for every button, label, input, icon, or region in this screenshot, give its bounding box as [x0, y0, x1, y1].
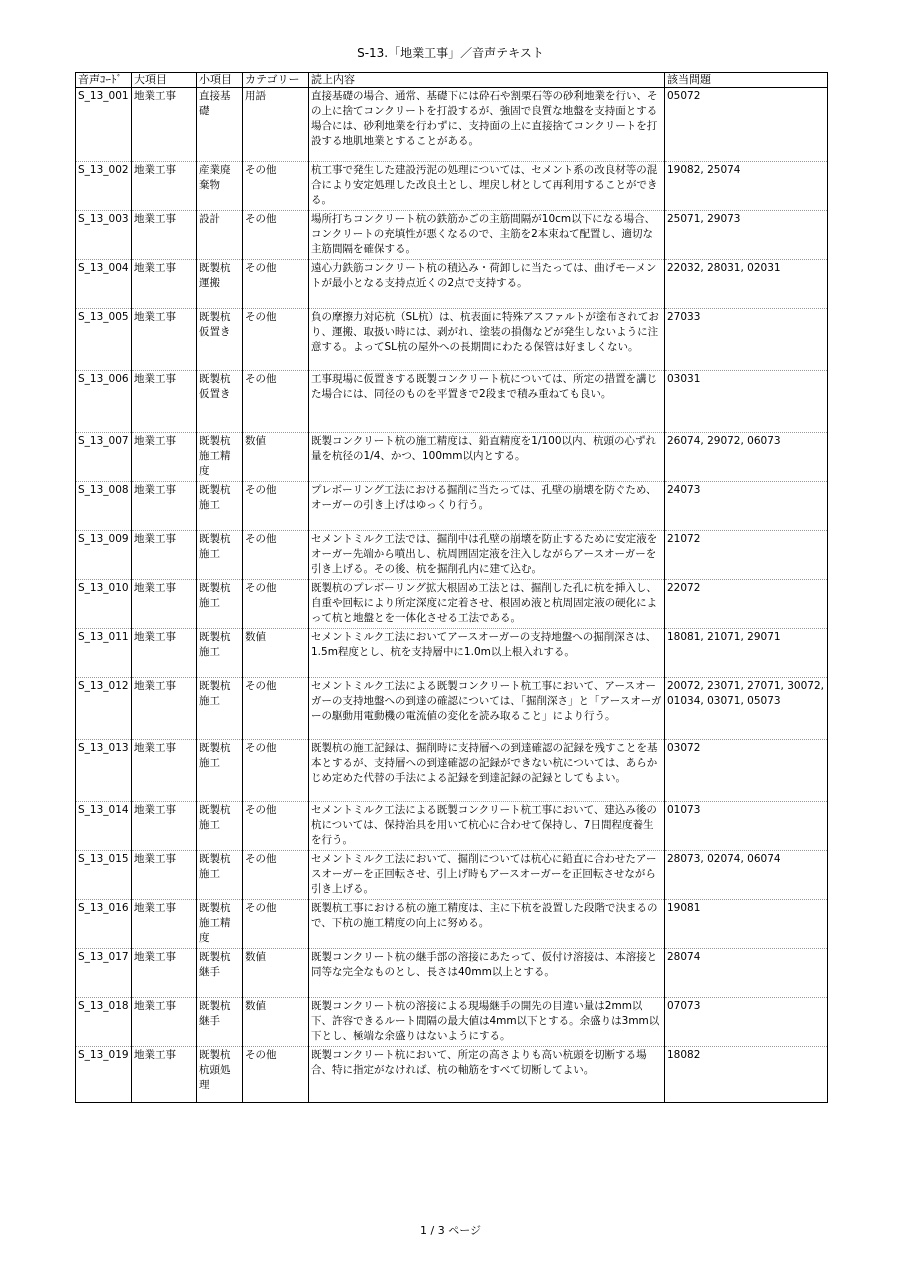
cell-code: S_13_009 — [76, 531, 132, 580]
cell-minor: 既製杭仮置き — [197, 309, 243, 371]
cell-content: 杭工事で発生した建設汚泥の処理については、セメント系の改良材等の混合により安定処理した改良土とし、埋戻し材として再利用することができる。 — [309, 162, 665, 211]
cell-category: その他 — [243, 580, 309, 629]
cell-content: 既製杭のプレボーリング拡大根固め工法とは、掘削した孔に杭を挿入し、自重や回転により所定深度に定着させ、根固め液と杭周固定液の硬化によって杭と地盤とを一体化させる工法である。 — [309, 580, 665, 629]
cell-content: セメントミルク工法では、掘削中は孔壁の崩壊を防止するために安定液をオーガー先端から噴出し、杭周囲固定液を注入しながらアースオーガーを引き上げる。その後、杭を掘削孔内に建て込む。 — [309, 531, 665, 580]
cell-refs: 28073, 02074, 06074 — [665, 851, 828, 900]
table-row — [76, 740, 828, 802]
cell-refs: 19082, 25074 — [665, 162, 828, 211]
table-row — [76, 211, 828, 260]
cell-minor: 設計 — [197, 211, 243, 260]
cell-code: S_13_001 — [76, 88, 132, 162]
cell-category: その他 — [243, 678, 309, 740]
cell-category: その他 — [243, 482, 309, 531]
cell-major: 地業工事 — [132, 162, 197, 211]
cell-category: その他 — [243, 162, 309, 211]
cell-category: その他 — [243, 260, 309, 309]
cell-content: セメントミルク工法による既製コンクリート杭工事において、建込み後の杭については、保持治具を用いて杭心に合わせて保持し、7日間程度養生を行う。 — [309, 802, 665, 851]
cell-major: 地業工事 — [132, 88, 197, 162]
cell-minor: 既製杭施工 — [197, 740, 243, 802]
cell-content: 場所打ちコンクリート杭の鉄筋かごの主筋間隔が10cm以下になる場合、コンクリートの充填性が悪くなるので、主筋を2本束ねて配置し、適切な主筋間隔を確保する。 — [309, 211, 665, 260]
cell-content: 遠心力鉄筋コンクリート杭の積込み・荷卸しに当たっては、曲げモーメントが最小となる支持点近くの2点で支持する。 — [309, 260, 665, 309]
table-row — [76, 309, 828, 371]
cell-category: その他 — [243, 900, 309, 949]
cell-major: 地業工事 — [132, 371, 197, 433]
cell-major: 地業工事 — [132, 531, 197, 580]
table-row — [76, 851, 828, 900]
cell-minor: 既製杭施工精度 — [197, 433, 243, 482]
cell-code: S_13_006 — [76, 371, 132, 433]
column-header-minor: 小項目 — [197, 73, 243, 88]
cell-refs: 22032, 28031, 02031 — [665, 260, 828, 309]
cell-major: 地業工事 — [132, 309, 197, 371]
table-row — [76, 433, 828, 482]
cell-major: 地業工事 — [132, 740, 197, 802]
column-header-category: カテゴリー — [243, 73, 309, 88]
cell-category: 用語 — [243, 88, 309, 162]
cell-minor: 既製杭仮置き — [197, 371, 243, 433]
cell-refs: 25071, 29073 — [665, 211, 828, 260]
cell-content: プレボーリング工法における掘削に当たっては、孔壁の崩壊を防ぐため、オーガーの引き上げはゆっくり行う。 — [309, 482, 665, 531]
cell-minor: 既製杭施工 — [197, 629, 243, 678]
cell-refs: 18082 — [665, 1047, 828, 1103]
cell-refs: 22072 — [665, 580, 828, 629]
cell-content: 工事現場に仮置きする既製コンクリート杭については、所定の措置を講じた場合には、同径のものを平置きで2段まで積み重ねても良い。 — [309, 371, 665, 433]
table-row — [76, 531, 828, 580]
cell-minor: 既製杭施工 — [197, 678, 243, 740]
cell-refs: 19081 — [665, 900, 828, 949]
cell-major: 地業工事 — [132, 629, 197, 678]
table-row — [76, 678, 828, 740]
cell-refs: 03031 — [665, 371, 828, 433]
cell-content: 直接基礎の場合、通常、基礎下には砕石や割栗石等の砂利地業を行い、その上に捨てコンクリートを打設するが、強固で良質な地盤を支持面とする場合には、砂利地業を行わずに、支持面の上に直接捨てコンクリートを打設する地肌地業とすることがある。 — [309, 88, 665, 162]
table-row — [76, 1047, 828, 1103]
cell-category: その他 — [243, 851, 309, 900]
voice-text-table — [75, 72, 828, 1103]
cell-minor: 既製杭施工精度 — [197, 900, 243, 949]
table-row — [76, 162, 828, 211]
cell-minor: 既製杭杭頭処理 — [197, 1047, 243, 1103]
cell-major: 地業工事 — [132, 211, 197, 260]
cell-minor: 産業廃棄物 — [197, 162, 243, 211]
cell-category: その他 — [243, 371, 309, 433]
cell-minor: 直接基礎 — [197, 88, 243, 162]
cell-major: 地業工事 — [132, 580, 197, 629]
table-row — [76, 802, 828, 851]
cell-minor: 既製杭施工 — [197, 580, 243, 629]
cell-code: S_13_015 — [76, 851, 132, 900]
cell-major: 地業工事 — [132, 900, 197, 949]
cell-code: S_13_007 — [76, 433, 132, 482]
cell-refs: 05072 — [665, 88, 828, 162]
cell-category: その他 — [243, 531, 309, 580]
cell-category: 数値 — [243, 998, 309, 1047]
cell-code: S_13_016 — [76, 900, 132, 949]
table-row — [76, 900, 828, 949]
page-number: 1 / 3 ページ — [420, 1224, 481, 1237]
cell-code: S_13_002 — [76, 162, 132, 211]
cell-refs: 03072 — [665, 740, 828, 802]
cell-code: S_13_005 — [76, 309, 132, 371]
cell-content: 既製コンクリート杭の施工精度は、鉛直精度を1/100以内、杭頭の心ずれ量を杭径の1/4、かつ、100mm以内とする。 — [309, 433, 665, 482]
cell-minor: 既製杭継手 — [197, 998, 243, 1047]
cell-category: その他 — [243, 211, 309, 260]
cell-refs: 18081, 21071, 29071 — [665, 629, 828, 678]
cell-content: 既製コンクリート杭において、所定の高さよりも高い杭頭を切断する場合、特に指定がなければ、杭の軸筋をすべて切断してよい。 — [309, 1047, 665, 1103]
cell-code: S_13_011 — [76, 629, 132, 678]
cell-category: その他 — [243, 1047, 309, 1103]
cell-minor: 既製杭施工 — [197, 482, 243, 531]
table-row — [76, 482, 828, 531]
table-header-row — [76, 73, 828, 88]
cell-refs: 26074, 29072, 06073 — [665, 433, 828, 482]
cell-content: 既製コンクリート杭の継手部の溶接にあたって、仮付け溶接は、本溶接と同等な完全なものとし、長さは40mm以上とする。 — [309, 949, 665, 998]
cell-content: 負の摩擦力対応杭（SL杭）は、杭表面に特殊アスファルトが塗布されており、運搬、取扱い時には、剥がれ、塗装の損傷などが発生しないように注意する。よってSL杭の屋外への長期間にわたる保管は好ましくない。 — [309, 309, 665, 371]
cell-content: 既製杭工事における杭の施工精度は、主に下杭を設置した段階で決まるので、下杭の施工精度の向上に努める。 — [309, 900, 665, 949]
cell-code: S_13_004 — [76, 260, 132, 309]
table-row — [76, 88, 828, 162]
cell-category: 数値 — [243, 629, 309, 678]
cell-content: セメントミルク工法においてアースオーガーの支持地盤への掘削深さは、1.5m程度とし、杭を支持層中に1.0m以上根入れする。 — [309, 629, 665, 678]
cell-code: S_13_012 — [76, 678, 132, 740]
cell-category: その他 — [243, 802, 309, 851]
cell-content: 既製杭の施工記録は、掘削時に支持層への到達確認の記録を残すことを基本とするが、支持層への到達確認の記録ができない杭については、あらかじめ定めた代替の手法による記録を到達記録の記録としてもよい。 — [309, 740, 665, 802]
cell-refs: 01073 — [665, 802, 828, 851]
cell-minor: 既製杭運搬 — [197, 260, 243, 309]
cell-category: 数値 — [243, 433, 309, 482]
cell-content: セメントミルク工法による既製コンクリート杭工事において、アースオーガーの支持地盤への到達の確認については、「掘削深さ」と「アースオーガーの駆動用電動機の電流値の変化を読み取ること」により行う。 — [309, 678, 665, 740]
cell-content: セメントミルク工法において、掘削については杭心に鉛直に合わせたアースオーガーを正回転させ、引上げ時もアースオーガーを正回転させながら引き上げる。 — [309, 851, 665, 900]
cell-minor: 既製杭継手 — [197, 949, 243, 998]
cell-minor: 既製杭施工 — [197, 851, 243, 900]
table-row — [76, 580, 828, 629]
page-title: S-13.「地業工事」／音声テキスト — [357, 46, 544, 60]
cell-code: S_13_018 — [76, 998, 132, 1047]
cell-refs: 21072 — [665, 531, 828, 580]
table-row — [76, 998, 828, 1047]
cell-category: 数値 — [243, 949, 309, 998]
cell-code: S_13_013 — [76, 740, 132, 802]
column-header-major: 大項目 — [132, 73, 197, 88]
cell-refs: 28074 — [665, 949, 828, 998]
cell-major: 地業工事 — [132, 998, 197, 1047]
cell-content: 既製コンクリート杭の溶接による現場継手の開先の目違い量は2mm以下、許容できるルート間隔の最大値は4mm以下とする。余盛りは3mm以下とし、極端な余盛りはないようにする。 — [309, 998, 665, 1047]
column-header-code: 音声ｺｰﾄﾞ — [76, 73, 132, 88]
table-row — [76, 260, 828, 309]
cell-refs: 20072, 23071, 27071, 30072, 01034, 03071, 05073 — [665, 678, 828, 740]
table-row — [76, 371, 828, 433]
table-row — [76, 949, 828, 998]
table-row — [76, 629, 828, 678]
cell-major: 地業工事 — [132, 260, 197, 309]
cell-major: 地業工事 — [132, 1047, 197, 1103]
cell-major: 地業工事 — [132, 851, 197, 900]
cell-refs: 07073 — [665, 998, 828, 1047]
cell-refs: 24073 — [665, 482, 828, 531]
cell-code: S_13_014 — [76, 802, 132, 851]
cell-major: 地業工事 — [132, 802, 197, 851]
cell-refs: 27033 — [665, 309, 828, 371]
cell-major: 地業工事 — [132, 482, 197, 531]
cell-category: その他 — [243, 309, 309, 371]
cell-major: 地業工事 — [132, 678, 197, 740]
cell-code: S_13_003 — [76, 211, 132, 260]
cell-code: S_13_019 — [76, 1047, 132, 1103]
cell-minor: 既製杭施工 — [197, 802, 243, 851]
column-header-refs: 該当問題 — [665, 73, 828, 88]
cell-major: 地業工事 — [132, 949, 197, 998]
cell-code: S_13_017 — [76, 949, 132, 998]
cell-major: 地業工事 — [132, 433, 197, 482]
cell-code: S_13_008 — [76, 482, 132, 531]
cell-code: S_13_010 — [76, 580, 132, 629]
column-header-content: 読上内容 — [309, 73, 665, 88]
cell-category: その他 — [243, 740, 309, 802]
cell-minor: 既製杭施工 — [197, 531, 243, 580]
